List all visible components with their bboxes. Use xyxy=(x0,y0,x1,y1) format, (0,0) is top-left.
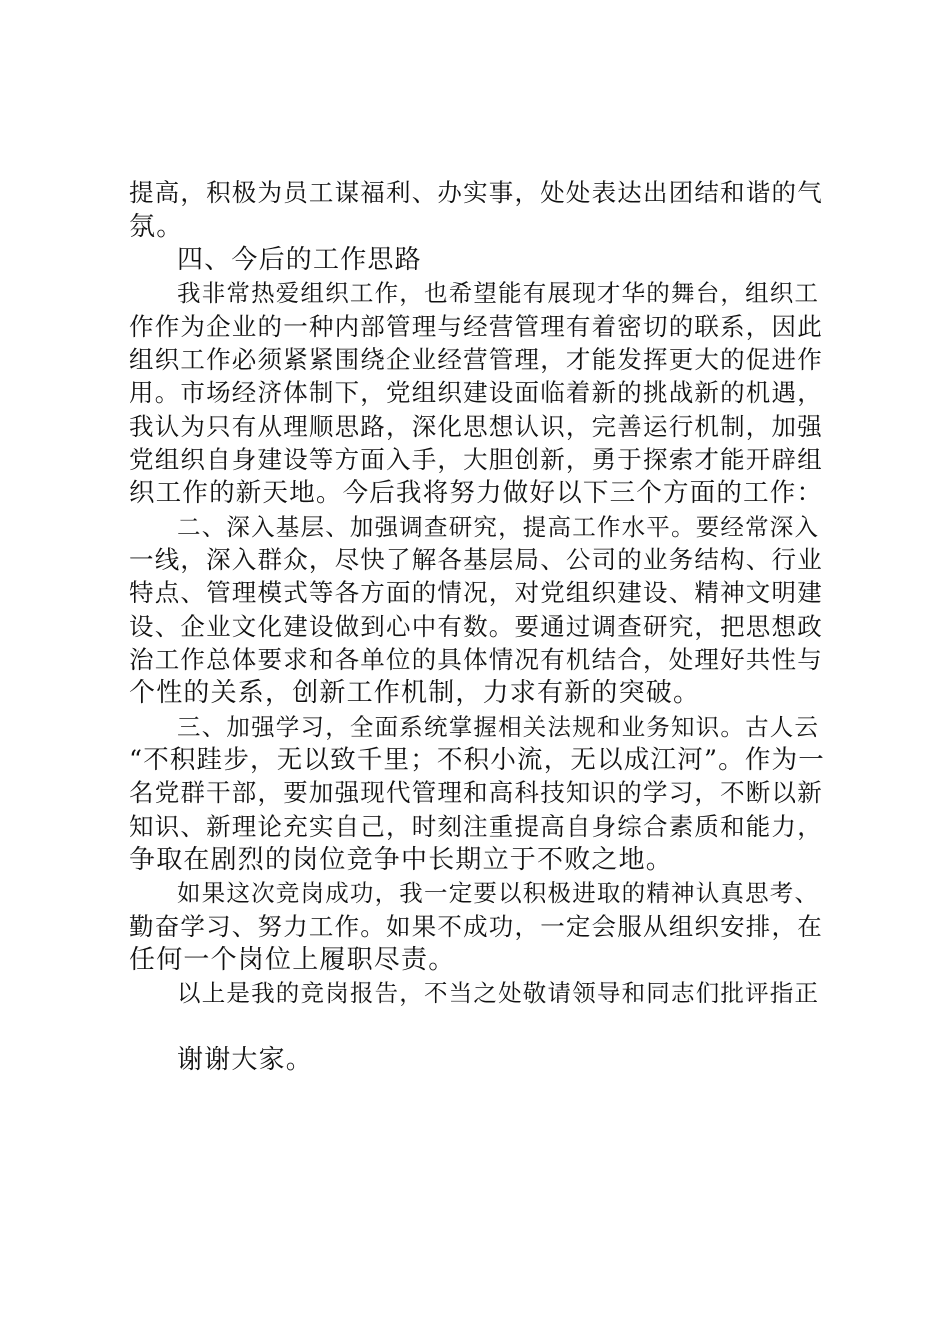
text-line: 党组织自身建设等方面入手，大胆创新，勇于探索才能开辟组 xyxy=(129,445,823,474)
text-line: 争取在剧烈的岗位竞争中长期立于不败之地。 xyxy=(129,845,674,875)
text-line: 名党群干部，要加强现代管理和高科技知识的学习，不断以新 xyxy=(129,778,823,807)
text-line: 一线，深入群众，尽快了解各基层局、公司的业务结构、行业 xyxy=(129,545,823,574)
text-line: 我非常热爱组织工作，也希望能有展现才华的舞台，组织工 xyxy=(177,279,820,307)
text-line: 二、深入基层、加强调查研究，提高工作水平。要经常深入 xyxy=(177,513,820,541)
text-line: 如果这次竞岗成功，我一定要以积极进取的精神认真思考、 xyxy=(177,879,820,907)
text-line: 特点、管理模式等各方面的情况，对党组织建设、精神文明建 xyxy=(129,578,823,607)
text-line: 组织工作必须紧紧围绕企业经营管理，才能发挥更大的促进作 xyxy=(129,345,823,374)
closing-thanks: 谢谢大家。 xyxy=(177,1045,314,1075)
text-line: 三、加强学习，全面系统掌握相关法规和业务知识。古人云 xyxy=(177,713,820,741)
text-line: 用。市场经济体制下，党组织建设面临着新的挑战新的机遇， xyxy=(129,378,823,407)
text-line: 作作为企业的一种内部管理与经营管理有着密切的联系，因此 xyxy=(129,312,823,341)
text-line: 以上是我的竞岗报告，不当之处敬请领导和同志们批评指正 xyxy=(177,979,820,1007)
text-line: 织工作的新天地。今后我将努力做好以下三个方面的工作： xyxy=(129,478,824,508)
text-line: 治工作总体要求和各单位的具体情况有机结合，处理好共性与 xyxy=(129,645,823,674)
text-line: 知识、新理论充实自己，时刻注重提高自身综合素质和能力， xyxy=(129,812,823,841)
text-line: 个性的关系，创新工作机制，力求有新的突破。 xyxy=(129,678,701,708)
text-line: 提高，积极为员工谋福利、办实事，处处表达出团结和谐的气 xyxy=(129,178,823,207)
text-line: 勤奋学习、努力工作。如果不成功，一定会服从组织安排，在 xyxy=(129,912,823,941)
text-line: 氛。 xyxy=(129,212,184,242)
text-line: 我认为只有从理顺思路，深化思想认识，完善运行机制，加强 xyxy=(129,412,823,441)
section-heading: 四、今后的工作思路 xyxy=(177,245,422,275)
text-line: “不积跬步，无以致千里；不积小流，无以成江河”。作为一 xyxy=(129,745,825,775)
text-line: 设、企业文化建设做到心中有数。要通过调查研究，把思想政 xyxy=(129,612,823,641)
text-line: 任何一个岗位上履职尽责。 xyxy=(129,945,456,975)
